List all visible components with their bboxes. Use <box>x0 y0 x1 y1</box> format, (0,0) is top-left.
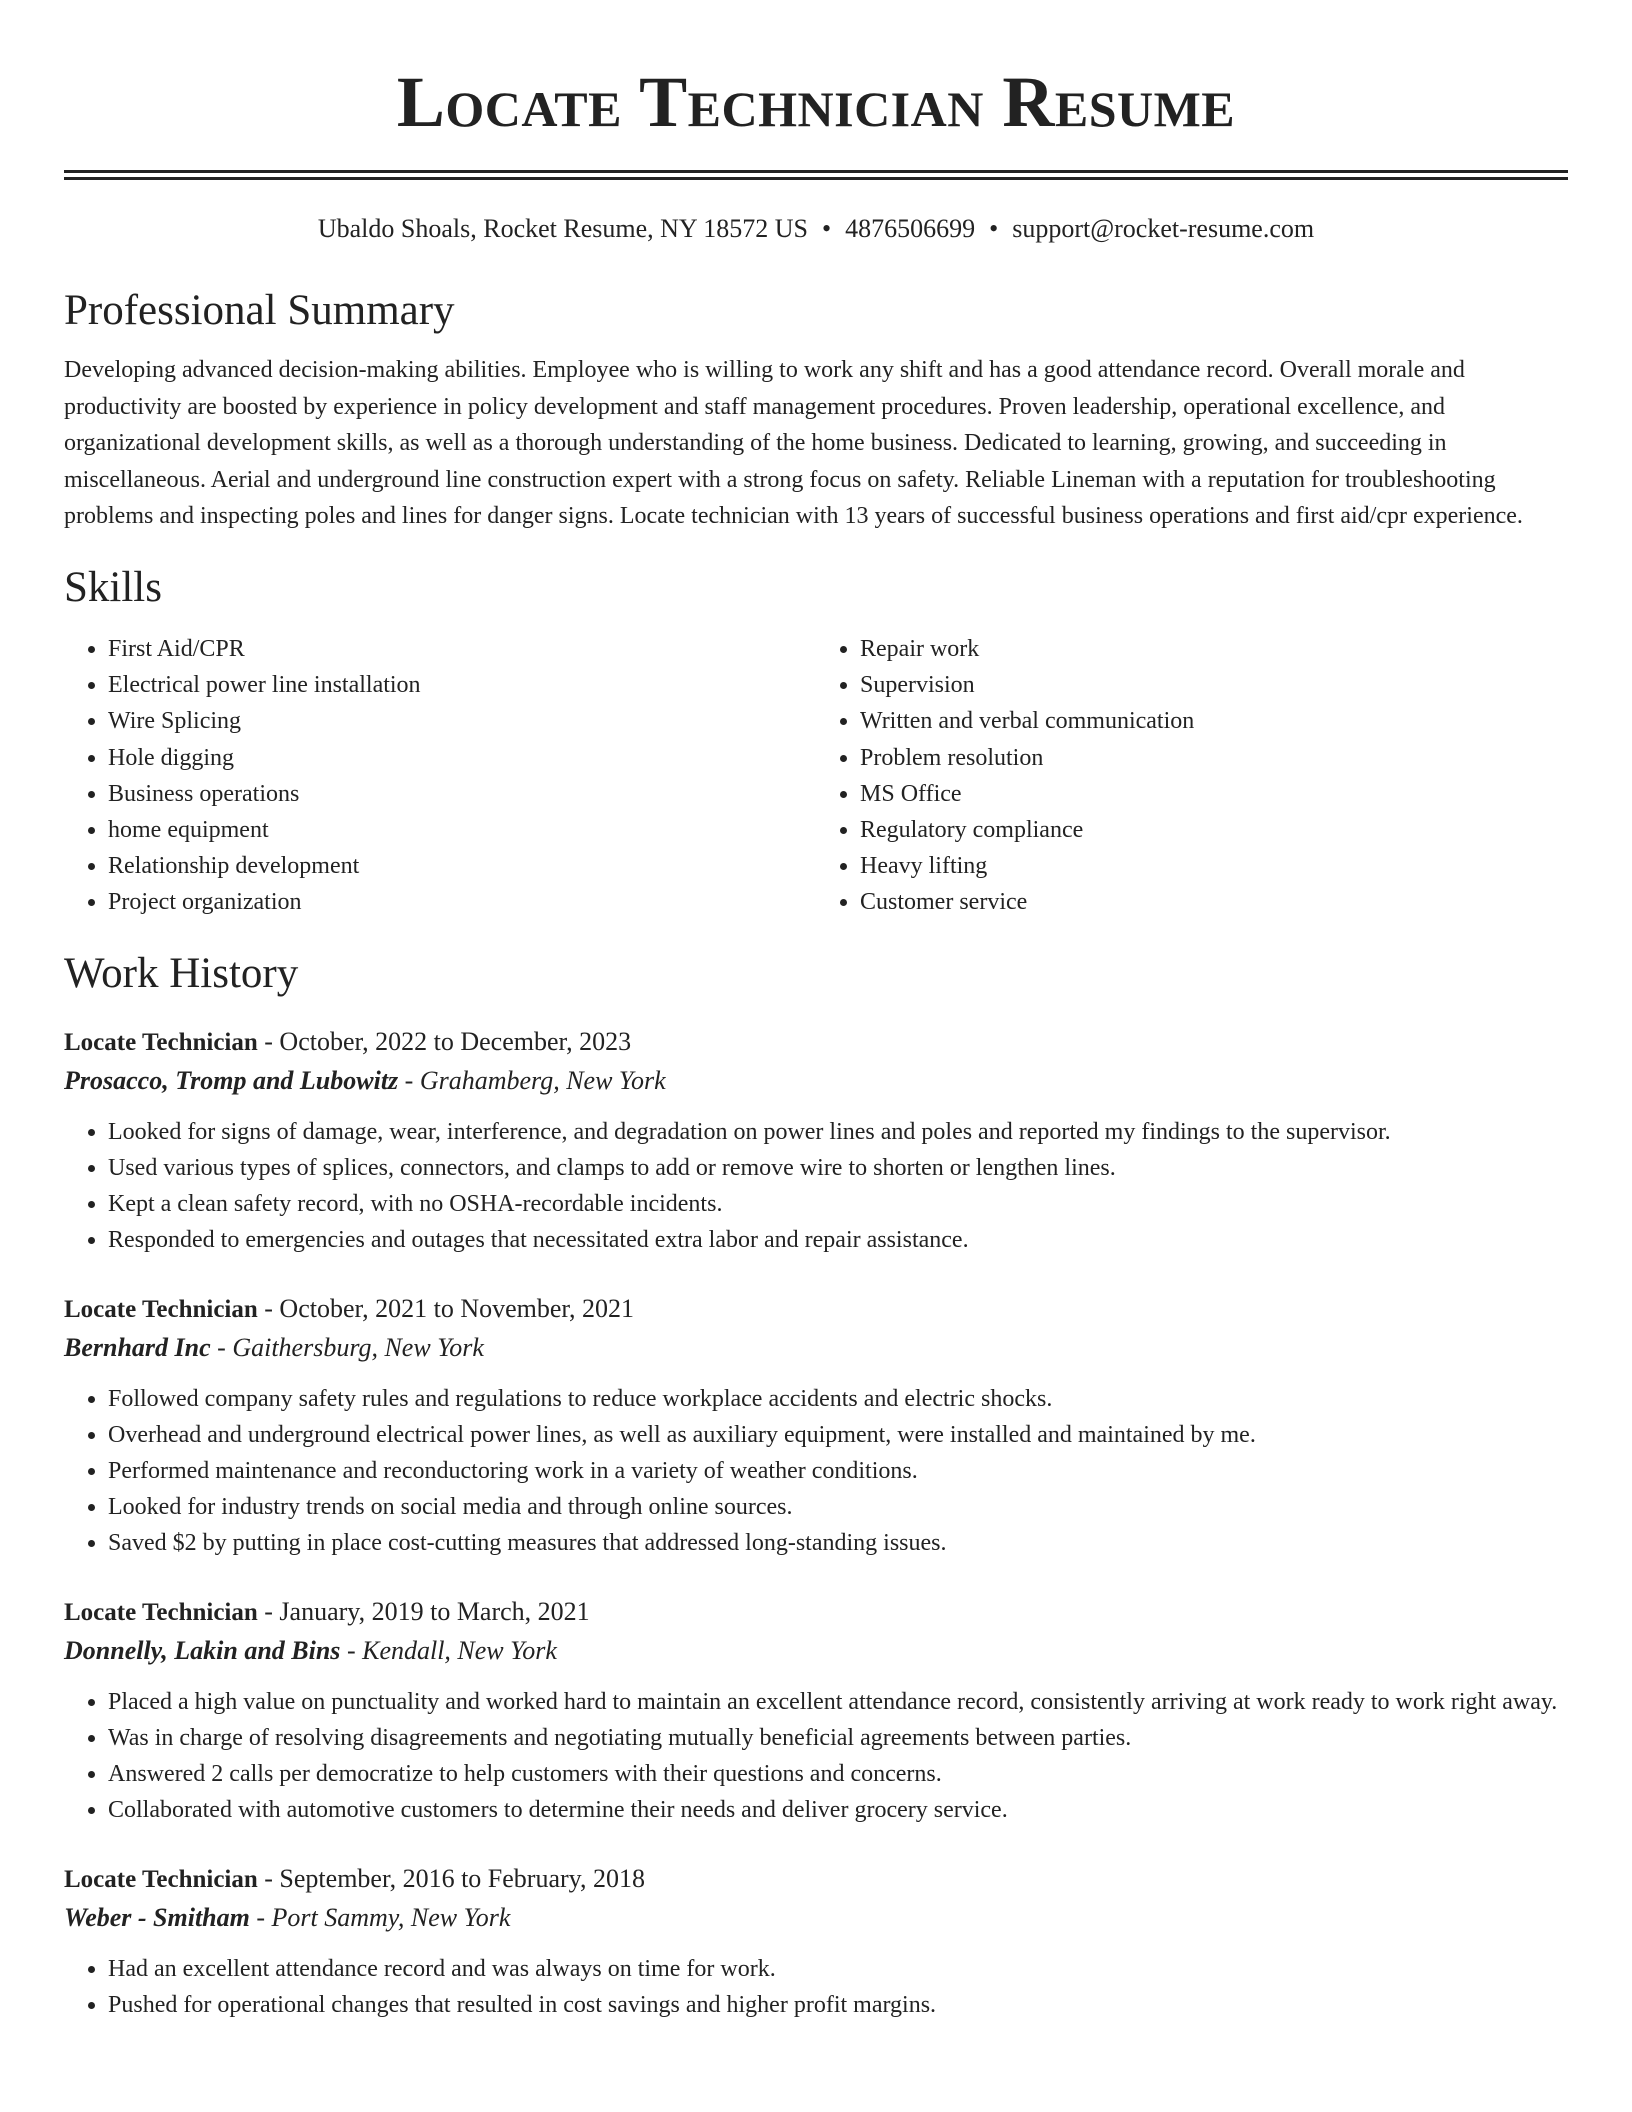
skill-item: • home equipment <box>108 812 816 848</box>
skills-heading: Skills <box>64 563 162 611</box>
skill-item: • Repair work <box>860 631 1568 667</box>
contact-separator: • <box>989 214 999 243</box>
skill-item: • Regulatory compliance <box>860 812 1568 848</box>
job-bullet: • Saved $2 by putting in place cost-cutting measures that addressed long-standing issues. <box>108 1525 1568 1561</box>
job-bullet: • Placed a high value on punctuality and worked hard to maintain an excellent attendance record, consistently arriving at work ready to work right away. <box>108 1684 1568 1720</box>
job-bullets <box>64 1951 1568 2023</box>
job-company-line <box>64 1062 1568 1100</box>
job-dates: - September, 2016 to February, 2018 <box>257 1863 645 1893</box>
job-bullets <box>64 1381 1568 1561</box>
skill-item: • Customer service <box>860 884 1568 920</box>
title-divider <box>64 170 1568 180</box>
work-history-heading: Work History <box>64 949 299 997</box>
job-bullet: • Used various types of splices, connectors, and clamps to add or remove wire to shorten or lengthen lines. <box>108 1150 1568 1186</box>
summary-heading: Professional Summary <box>64 287 455 334</box>
job-entry <box>64 1290 1568 1561</box>
job-company: Weber - Smitham <box>64 1902 250 1932</box>
job-bullet: • Followed company safety rules and regulations to reduce workplace accidents and electric shocks. <box>108 1381 1568 1417</box>
contact-address: Ubaldo Shoals, Rocket Resume, NY 18572 US <box>317 214 808 243</box>
job-company: Bernhard Inc <box>64 1332 211 1362</box>
job-bullet: • Kept a clean safety record, with no OSHA-recordable incidents. <box>108 1186 1568 1222</box>
job-dates: - January, 2019 to March, 2021 <box>257 1596 590 1626</box>
skill-item: • Project organization <box>108 884 816 920</box>
job-company-line <box>64 1632 1568 1670</box>
summary-text: Developing advanced decision-making abilities. Employee who is willing to work any shift and has a good attendance record. Overall morale and productivity are boosted by experience in policy development and staff management procedures. Proven leadership, operational excellence, and organizational development skills, as well as a thorough understanding of the home business. Dedicated to learning, growing, and succeeding in miscellaneous. Aerial and underground line construction expert with a strong focus on safety. Reliable Lineman with a reputation for troubleshooting problems and inspecting poles and lines for danger signs. Locate technician with 13 years of successful business operations and first aid/cpr experience. <box>64 357 1523 530</box>
job-header <box>64 1290 1568 1329</box>
job-entry <box>64 1023 1568 1258</box>
job-location: - Gaithersburg, New York <box>210 1332 484 1362</box>
skill-item: • Business operations <box>108 776 816 812</box>
job-bullet: • Was in charge of resolving disagreements and negotiating mutually beneficial agreements between parties. <box>108 1720 1568 1756</box>
job-location: - Grahamberg, New York <box>398 1065 666 1095</box>
job-title: Locate Technician <box>64 1028 258 1056</box>
job-location: - Kendall, New York <box>340 1635 557 1665</box>
job-bullet: • Had an excellent attendance record and was always on time for work. <box>108 1951 1568 1987</box>
job-entry <box>64 1860 1568 2023</box>
job-bullet: • Responded to emergencies and outages that necessitated extra labor and repair assistance. <box>108 1222 1568 1258</box>
job-bullets <box>64 1114 1568 1258</box>
job-dates: - October, 2022 to December, 2023 <box>257 1026 632 1056</box>
contact-email: support@rocket-resume.com <box>1012 214 1315 243</box>
skill-item: • Electrical power line installation <box>108 667 816 703</box>
contact-line <box>64 212 1568 246</box>
contact-phone: 4876506699 <box>845 214 976 243</box>
skill-item: • Written and verbal communication <box>860 703 1568 739</box>
resume-title: Locate Technician Resume <box>396 62 1236 142</box>
job-bullet: • Overhead and underground electrical power lines, as well as auxiliary equipment, were installed and maintained by me. <box>108 1417 1568 1453</box>
job-bullet: • Answered 2 calls per democratize to help customers with their questions and concerns. <box>108 1756 1568 1792</box>
job-location: - Port Sammy, New York <box>249 1902 511 1932</box>
job-bullet: • Looked for industry trends on social media and through online sources. <box>108 1489 1568 1525</box>
skills-column-right <box>816 631 1568 921</box>
job-header <box>64 1860 1568 1899</box>
skill-item: • Supervision <box>860 667 1568 703</box>
job-title: Locate Technician <box>64 1598 258 1626</box>
skill-item: • Problem resolution <box>860 740 1568 776</box>
job-bullets <box>64 1684 1568 1828</box>
job-bullet: • Looked for signs of damage, wear, interference, and degradation on power lines and poles and reported my findings to the supervisor. <box>108 1114 1568 1150</box>
job-company-line <box>64 1329 1568 1367</box>
job-header <box>64 1593 1568 1632</box>
skill-item: • MS Office <box>860 776 1568 812</box>
job-entry <box>64 1593 1568 1828</box>
skills-grid <box>64 631 1568 921</box>
job-header <box>64 1023 1568 1062</box>
skill-item: • Relationship development <box>108 848 816 884</box>
job-company-line <box>64 1899 1568 1937</box>
contact-separator: • <box>821 214 832 243</box>
skill-item: • First Aid/CPR <box>108 631 816 667</box>
job-bullet: • Collaborated with automotive customers to determine their needs and deliver grocery service. <box>108 1792 1568 1828</box>
job-company: Prosacco, Tromp and Lubowitz <box>64 1065 399 1095</box>
job-bullet: • Performed maintenance and reconductoring work in a variety of weather conditions. <box>108 1453 1568 1489</box>
job-company: Donnelly, Lakin and Bins <box>64 1635 341 1665</box>
job-dates: - October, 2021 to November, 2021 <box>257 1293 635 1323</box>
skill-item: • Hole digging <box>108 740 816 776</box>
skill-item: • Heavy lifting <box>860 848 1568 884</box>
job-title: Locate Technician <box>64 1865 258 1893</box>
job-bullet: • Pushed for operational changes that resulted in cost savings and higher profit margins. <box>108 1987 1568 2023</box>
skill-item: • Wire Splicing <box>108 703 816 739</box>
job-title: Locate Technician <box>64 1295 258 1323</box>
skills-column-left <box>64 631 816 921</box>
